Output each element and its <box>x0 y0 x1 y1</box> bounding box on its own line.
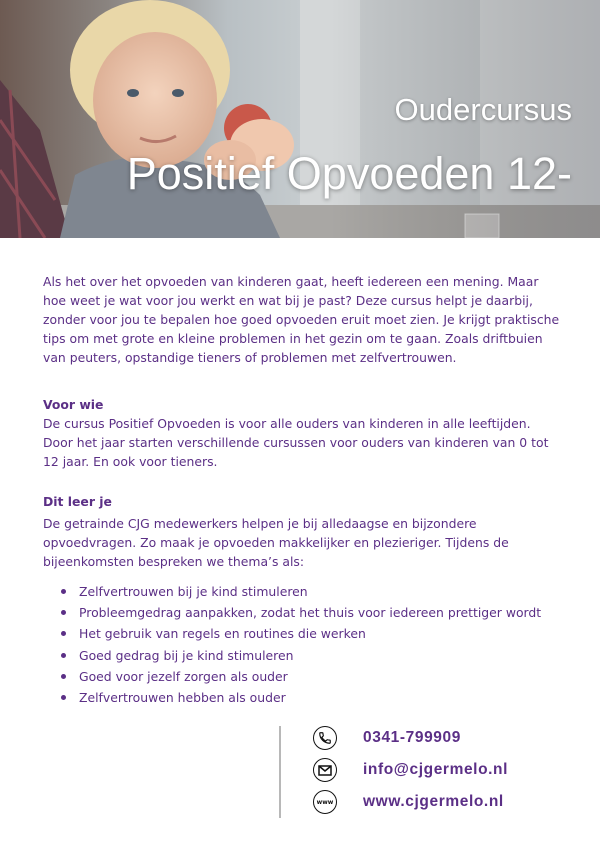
hero-title: Positief Opvoeden 12- <box>126 148 572 199</box>
phone-number[interactable]: 0341-799909 <box>363 729 461 746</box>
voor-wie-heading: Voor wie <box>43 397 104 412</box>
contact-divider <box>279 726 281 818</box>
list-item: Probleemgedrag aanpakken, zodat het thuis voor iedereen prettiger wordt <box>43 603 563 622</box>
bullet-icon <box>61 631 66 636</box>
bullet-icon <box>61 589 66 594</box>
topics-list <box>43 582 563 707</box>
bullet-icon <box>61 674 66 679</box>
www-icon: www <box>313 790 337 814</box>
voor-wie-paragraph: De cursus Positief Opvoeden is voor alle ouders van kinderen in alle leeftijden. Door het jaar starten verschillende cursussen voor ouders van kinderen van 0 tot 12 jaar. En ook voor tieners. <box>43 416 549 469</box>
list-item: Zelfvertrouwen bij je kind stimuleren <box>43 582 563 601</box>
contact-phone-row[interactable] <box>313 724 461 752</box>
dit-leer-je-heading: Dit leer je <box>43 494 112 509</box>
intro-paragraph: Als het over het opvoeden van kinderen gaat, heeft iedereen een mening. Maar hoe weet je wat voor jou werkt en wat bij je past? Deze cursus helpt je daarbij, zonder voor jou te bepalen hoe goed opvoeden eruit moet zien. Je krijgt praktische tips om met grote en kleine problemen in het gezin om te gaan. Zoals driftbuien van peuters, opstandige tieners of problemen met zelfvertrouwen. <box>43 274 560 365</box>
main-content <box>43 272 563 709</box>
list-item: Het gebruik van regels en routines die werken <box>43 624 563 643</box>
hero-banner <box>0 0 600 238</box>
contact-website-row[interactable] <box>313 788 504 816</box>
website-link[interactable]: www.cjgermelo.nl <box>363 793 504 810</box>
contact-email-row[interactable] <box>313 756 508 784</box>
email-link[interactable]: info@cjgermelo.nl <box>363 761 509 778</box>
bullet-icon <box>61 653 66 658</box>
list-item: Zelfvertrouwen hebben als ouder <box>43 688 563 707</box>
bullet-icon <box>61 695 66 700</box>
list-item: Goed voor jezelf zorgen als ouder <box>43 667 563 686</box>
list-item: Goed gedrag bij je kind stimuleren <box>43 646 563 665</box>
envelope-icon <box>313 758 337 782</box>
phone-icon <box>313 726 337 750</box>
bullet-icon <box>61 610 66 615</box>
dit-leer-je-paragraph: De getrainde CJG medewerkers helpen je bij alledaagse en bijzondere opvoedvragen. Zo maak je opvoeden makkelijker en plezieriger. Tijdens de bijeenkomsten bespreken we thema’s als: <box>43 516 509 569</box>
hero-subtitle: Oudercursus <box>394 92 572 127</box>
